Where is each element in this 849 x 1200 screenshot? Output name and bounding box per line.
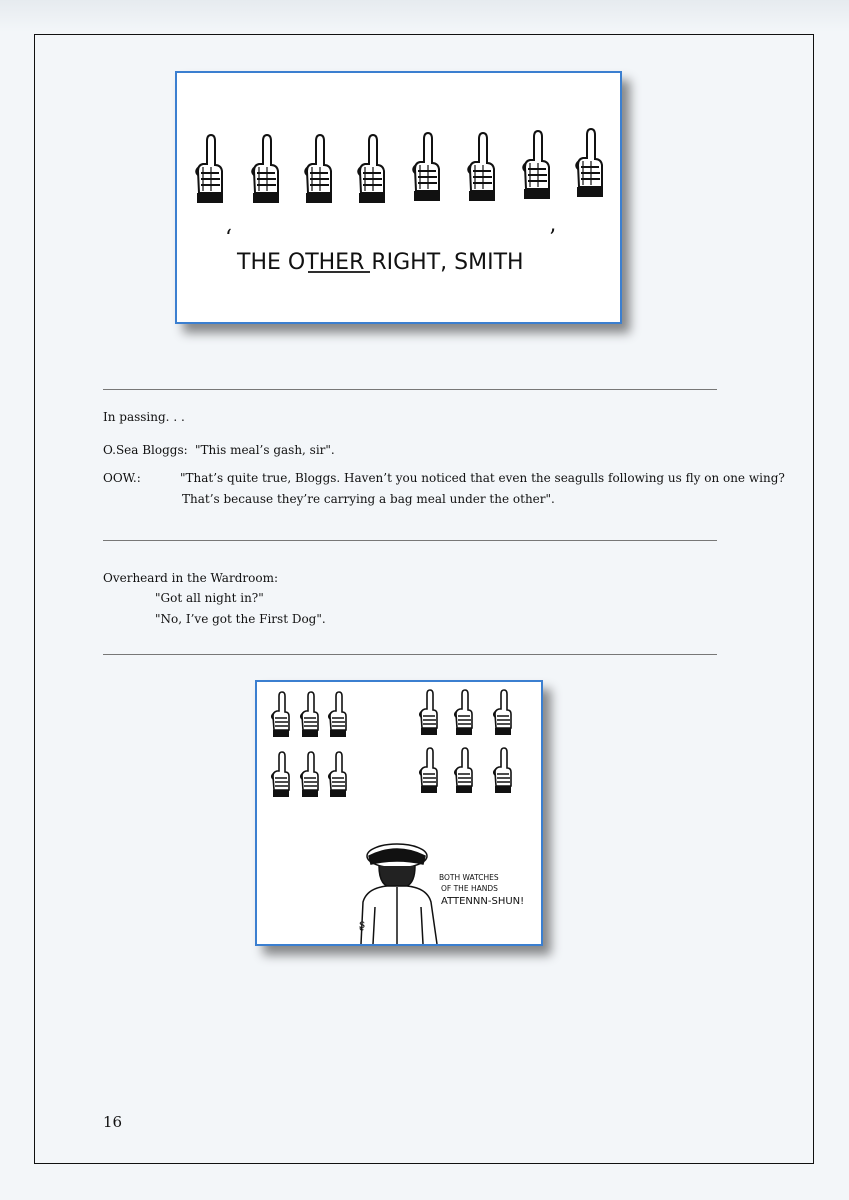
svg-text:’: ’ [549, 226, 556, 251]
cartoon-other-right [175, 71, 622, 324]
line2-speaker: OOW.: [103, 471, 141, 485]
line2-text: "That’s quite true, Bloggs. Haven’t you noticed that even the seagulls following us fly on one wing? [180, 471, 785, 485]
cartoon1-caption: THE OTHER RIGHT, SMITH [237, 250, 524, 275]
line1-speaker: O.Sea Bloggs: [103, 443, 188, 457]
line1-text: "This meal’s gash, sir". [195, 443, 335, 457]
line2-continuation: That’s because they’re carrying a bag meal under the other". [182, 492, 555, 506]
svg-text:‘: ‘ [225, 226, 232, 251]
hands-group-right [420, 690, 511, 793]
section2-line1: "Got all night in?" [155, 591, 264, 605]
section2-heading: Overheard in the Wardroom: [103, 571, 278, 585]
speech-text [439, 873, 524, 907]
divider-2 [103, 540, 717, 541]
top-band [0, 0, 849, 32]
cartoon-both-watches [255, 680, 543, 946]
hands-group-left [272, 692, 346, 797]
svg-text:ATTENNN-SHUN!: ATTENNN-SHUN! [441, 896, 525, 907]
svg-text:BOTH WATCHES: BOTH WATCHES [439, 873, 499, 882]
section2-line2: "No, I’ve got the First Dog". [155, 612, 326, 626]
hands-row [196, 129, 603, 203]
section1-heading: In passing. . . [103, 410, 185, 424]
page-number: 16 [103, 1113, 123, 1131]
divider-3 [103, 654, 717, 655]
officer-figure [361, 844, 437, 944]
svg-text:ʂ: ʂ [359, 917, 366, 931]
divider-1 [103, 389, 717, 390]
svg-text:OF THE HANDS: OF THE HANDS [441, 884, 498, 893]
